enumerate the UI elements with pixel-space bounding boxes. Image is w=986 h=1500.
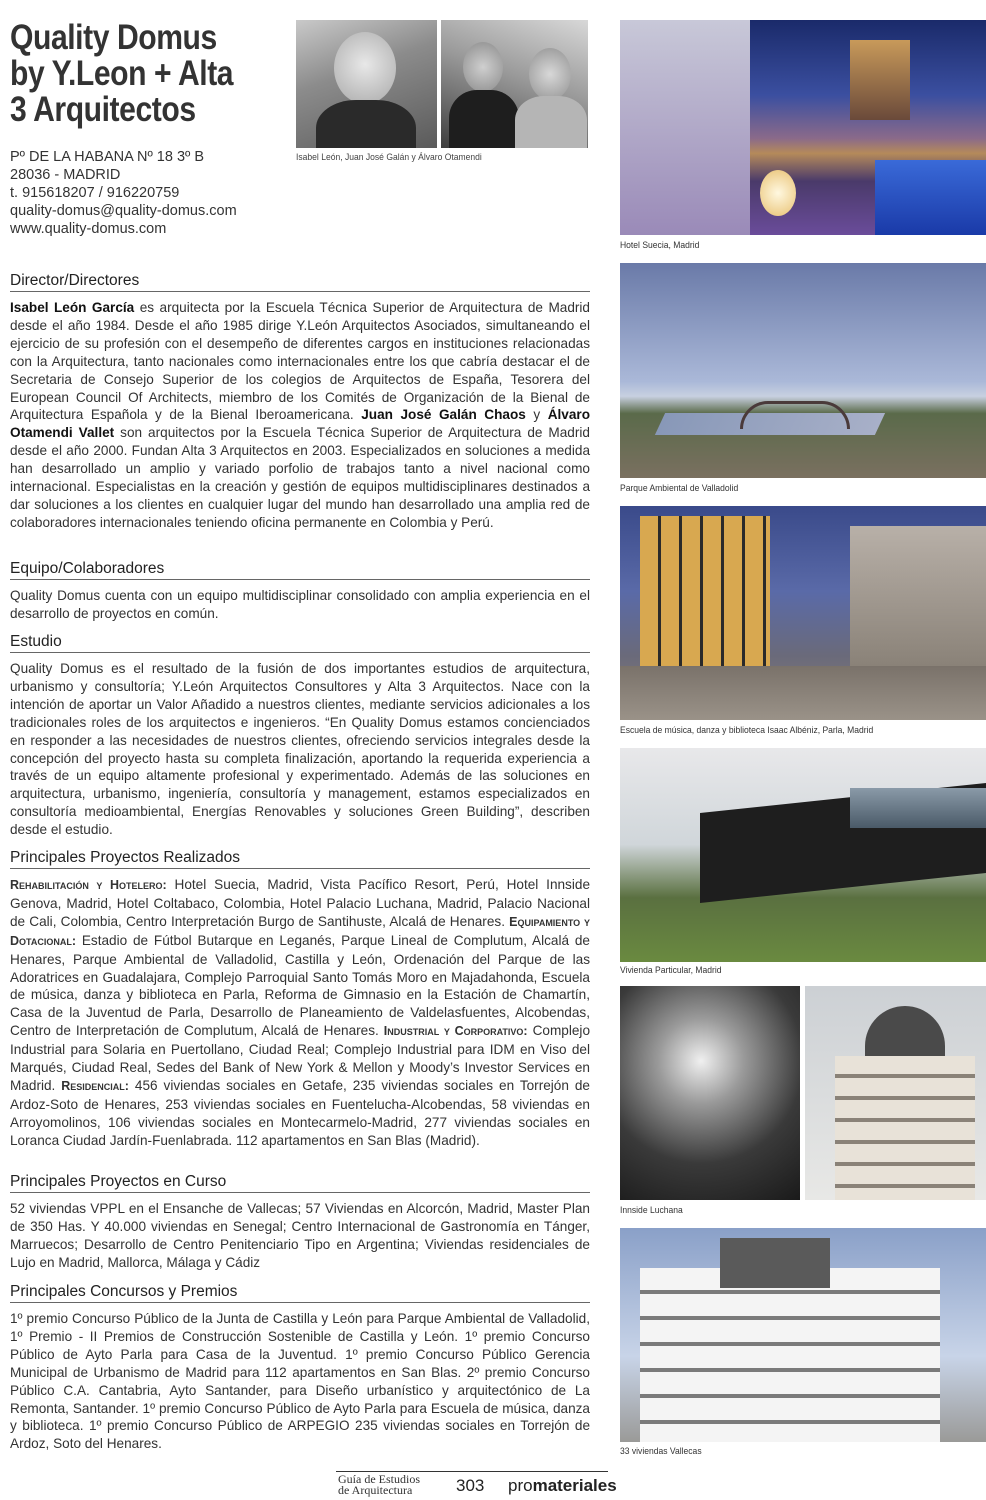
photo-caption: Escuela de música, danza y biblioteca Isaac Albéniz, Parla, Madrid	[620, 725, 874, 736]
category-label: Equipamiento y Dotacional:	[10, 914, 591, 948]
section-body	[10, 299, 590, 532]
section-heading: Equipo/Colaboradores	[10, 560, 590, 580]
section-heading: Principales Concursos y Premios	[10, 1283, 590, 1303]
photo-parque-valladolid	[620, 263, 986, 478]
brand-pro: pro	[508, 1476, 533, 1495]
body-text: es arquitecta por la Escuela Técnica Superior de Arquitectura de Madrid desde el año 1984. Desde el año 1985 dirige Y.León Arquitectos Asociados, simultaneando el ejercicio de su profesión con el desempeño de diferentes cargos en instituciones relacionadas con la Arquitectura, tanto nacionales como internacionales entre los que cabría destacar el de Secretaria de Consejo Superior de los colegios de Arquitectos de España, Tesorera del European Council Of Architects, miembro de los Comités de Organización de la Bienal de Arquitectura Española y de la Bienal Iberoamericana.	[10, 300, 590, 423]
address-city: 28036 - MADRID	[10, 167, 121, 183]
brand-materiales: materiales	[532, 1476, 617, 1495]
photo-caption: Hotel Suecia, Madrid	[620, 240, 700, 251]
page-number: 303	[456, 1476, 485, 1495]
section-body: 52 viviendas VPPL en el Ensanche de Vallecas; 57 Viviendas en Alcorcón, Madrid, Master Plan de 350 Has. Y 40.000 viviendas en Senegal; Centro Internacional de Gastronomía en Tánger, Marruecos; Desarrollo de Centro Penitenciario Tipo en Argentina; Viviendas residenciales de Lujo en Madrid, Mallorca, Málaga y Cádiz	[10, 1201, 590, 1270]
photo-viviendas-vallecas	[620, 1228, 986, 1442]
section-heading: Estudio	[10, 633, 590, 653]
portrait-caption: Isabel León, Juan José Galán y Álvaro Otamendi	[296, 152, 482, 163]
guide-line: de Arquitectura	[338, 1483, 413, 1497]
photo-caption: 33 viviendas Vallecas	[620, 1446, 702, 1457]
person-name: Juan José Galán Chaos	[361, 407, 526, 423]
section-heading: Principales Proyectos en Curso	[10, 1173, 590, 1193]
section-body: 1º premio Concurso Público de la Junta de Castilla y León para Parque Ambiental de Valladolid, 1º Premio - II Premios de Construcción Sostenible de Castilla y León. 1º premio Concurso Público de Ayto Parla para Casa de la Juventud. 1º premio Concurso Público Gerencia Municipal de Urbanismo de Madrid para 112 apartamentos en San Blas. 2º premio Concurso Público C.A. Cantabria, Ayto Santander, para Diseño urbanístico y arquitectónico de La Remonta, Santander. 1º premio Concurso Público de Ayto Parla para Escuela de música, danza y biblioteca. 1º premio Concurso Público de ARPEGIO 235 viviendas sociales en Torrejón de Ardoz, Soto del Henares.	[10, 1311, 590, 1452]
section-directores	[10, 272, 590, 532]
title-line: 3 Arquitectos	[10, 90, 196, 129]
portrait-isabel-leon	[296, 20, 437, 148]
brand-logo	[508, 1476, 617, 1496]
guide-label	[338, 1474, 420, 1496]
section-heading: Director/Directores	[10, 272, 590, 292]
title-line: by Y.Leon + Alta	[10, 54, 234, 93]
section-proyectos-realizados	[10, 849, 590, 1150]
photo-hotel-suecia	[620, 20, 986, 235]
category-label: Residencial:	[61, 1078, 129, 1093]
body-text: Hotel Suecia, Madrid, Vista Pacífico Resort, Perú, Hotel Innside Genova, Madrid, Hotel Coltabaco, Colombia, Hotel Palacio Luchana, Madrid, Palacio Nacional de Cali, Colombia, Centro Interpretación Burgo de Santihuste, Alcalá de Henares.	[10, 877, 590, 929]
photo-caption: Vivienda Particular, Madrid	[620, 965, 722, 976]
address-street: Pº DE LA HABANA Nº 18 3º B	[10, 149, 205, 165]
category-label: Industrial y Corporativo:	[383, 1024, 528, 1039]
category-label: Rehabilitación y Hotelero:	[10, 878, 167, 892]
photo-escuela-musica-parla	[620, 506, 986, 720]
section-body: Quality Domus cuenta con un equipo multidisciplinar consolidado con amplia experiencia en el desarrollo de proyectos en común.	[10, 588, 590, 621]
section-heading: Principales Proyectos Realizados	[10, 849, 590, 869]
contact-block	[10, 148, 237, 238]
email-link[interactable]: quality-domus@quality-domus.com	[10, 203, 237, 219]
body-text: son arquitectos por la Escuela Técnica Superior de Arquitectura de Madrid desde el año 2000. Fundan Alta 3 Arquitectos en 2003. Especializados en soluciones a medida han desarrollado un amplio y variado porfolio de trabajos tanto a nivel nacional como internacional. Especialistas en la creación y gestión de equipos multidisciplinares destinados a dar soluciones a los clientes en cualquier lugar del mundo han desarrollado una amplia red de colaboradores internacionales teniendo oficina permanente en Colombia y Perú.	[10, 425, 590, 530]
guide-line: Guía de Estudios	[338, 1472, 420, 1486]
person-name: Isabel León García	[10, 300, 135, 315]
body-text: y	[525, 407, 548, 423]
section-equipo	[10, 560, 590, 623]
title-line: Quality Domus	[10, 18, 217, 57]
photo-caption: Parque Ambiental de Valladolid	[620, 483, 739, 494]
page-footer	[336, 1471, 617, 1497]
section-estudio	[10, 633, 590, 839]
photo-innside-luchana-atrium	[620, 986, 800, 1200]
body-text: Complejo Industrial para Solaria en Puertollano, Ciudad Real; Complejo Industrial para IDM en Viso del Marqués, Ciudad Real, Sedes del Bank of New York & Mellon y Moody’s Investor Services en Madrid.	[10, 1023, 591, 1093]
section-proyectos-curso	[10, 1173, 590, 1272]
section-body: Quality Domus es el resultado de la fusión de dos importantes estudios de arquitectura, urbanismo y consultoría; Y.León Arquitectos Consultores y Alta 3 Arquitectos. Nace con la intención de aportar un Valor Añadido a nuestros clientes, mediante servicios adicionales a los tradicionales roles de los arquitectos e ingenieros. “En Quality Domus estamos concienciados en responder a las necesidades de nuestros clientes, ofreciendo servicios integrales desde la concepción del proyecto hasta su completa finalización, aportando la requerida experiencia a través de un equipo altamente profesional y experimentado. Además de las soluciones en arquitectura, urbanismo, ingeniería, consultoría y management, estamos especializados en consultoría medioambiental, Energías Renovables y soluciones Green Building”, describen desde el estudio.	[10, 661, 590, 838]
section-concursos-premios	[10, 1283, 590, 1453]
studio-title	[10, 20, 294, 128]
person-name: Álvaro Otamendi Vallet	[10, 407, 590, 441]
photo-caption: Innside Luchana	[620, 1205, 683, 1216]
section-body	[10, 876, 590, 1150]
body-text: 456 viviendas sociales en Getafe, 235 viviendas sociales en Torrejón de Ardoz-Soto de Henares, 253 viviendas sociales en Fuentelucha-Alcobendas, 58 viviendas en Arroyomolinos, 106 viviendas sociales en Montecarmelo-Madrid, 277 viviendas sociales en Loranca Ciudad Jardín-Fuenlabrada. 112 apartamentos en San Blas (Madrid).	[10, 1077, 590, 1148]
phone-numbers: t. 915618207 / 916220759	[10, 185, 180, 201]
portrait-galan-otamendi	[441, 20, 588, 148]
body-text: Estadio de Fútbol Butarque en Leganés, Parque Lineal de Complutum, Alcalá de Henares, Parque Ambiental de Valladolid, Castilla y León, Ordenación del Parque de las Adoratrices en Guadalajara, Complejo Parroquial Santo Tomás Moro en Majadahonda, Escuela de música, danza y biblioteca en Parla, Reforma de Gimnasio en la Estación de Chamartín, Casa de la Juventud de Parla, Desarrollo de Planeamiento de Valdelasfuentes, Alcobendas, Centro de Interpretación de Complutum, Alcalá de Henares.	[10, 932, 590, 1039]
photo-vivienda-particular	[620, 748, 986, 962]
photo-innside-luchana-facade	[805, 986, 986, 1200]
website-link[interactable]: www.quality-domus.com	[10, 221, 167, 237]
